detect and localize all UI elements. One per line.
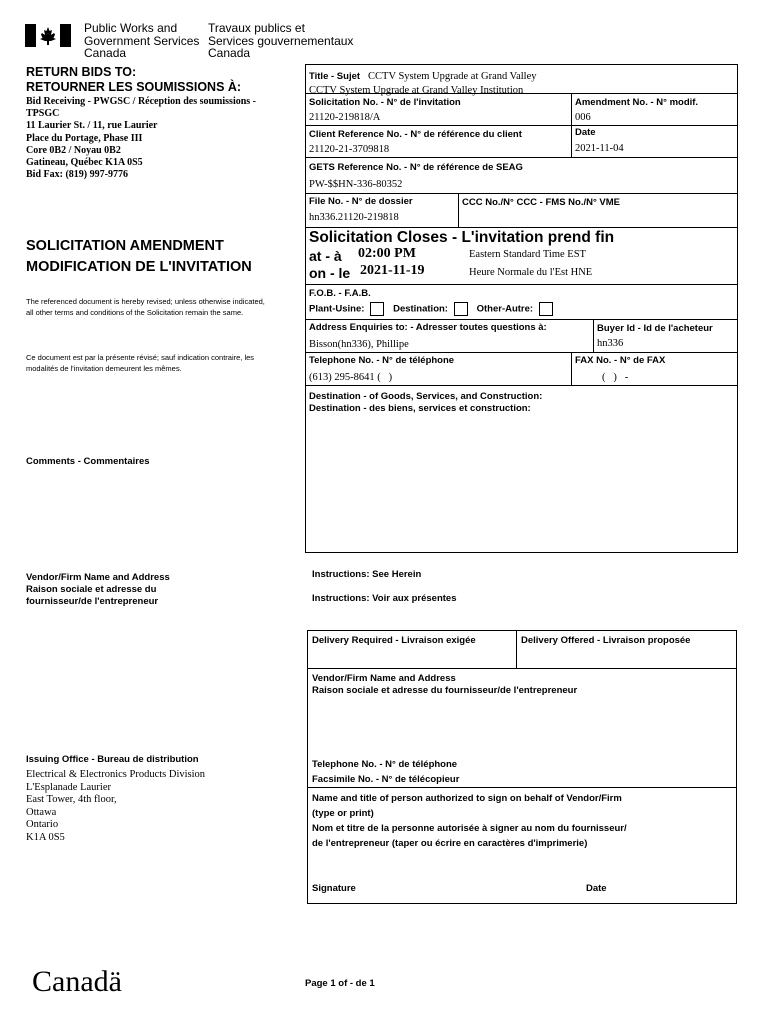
date-label: Date bbox=[575, 127, 596, 138]
delivery-divider bbox=[516, 630, 517, 668]
destination-label: Destination: bbox=[393, 303, 448, 315]
form-divider bbox=[305, 157, 738, 158]
delivery-tel-label: Telephone No. - N° de téléphone bbox=[312, 759, 458, 770]
form-divider bbox=[305, 284, 738, 285]
issuing-office-label: Issuing Office - Bureau de distribution bbox=[26, 754, 199, 765]
signature-date-label: Date bbox=[586, 883, 607, 894]
ccc-label: CCC No./N° CCC - FMS No./N° VME bbox=[462, 197, 621, 208]
file-label: File No. - N° de dossier bbox=[309, 196, 413, 207]
form-divider bbox=[571, 93, 572, 157]
instructions-en: Instructions: See Herein bbox=[312, 569, 422, 580]
fax-value: ( ) - bbox=[602, 372, 629, 383]
fax-label: FAX No. - N° de FAX bbox=[575, 355, 666, 366]
form-divider bbox=[305, 352, 738, 353]
client-ref-value: 21120-21-3709818 bbox=[309, 144, 390, 155]
comments-label: Comments - Commentaires bbox=[26, 456, 150, 467]
fob-label: F.O.B. - F.A.B. bbox=[309, 288, 371, 299]
canada-flag-symbol bbox=[25, 24, 71, 47]
issuing-office-address: Electrical & Electronics Products Division L'Esplanade Laurier East Tower, 4th floor, Ottawa Ontario K1A 0S5 bbox=[26, 769, 206, 843]
amendment-note-en: The referenced document is hereby revised; unless otherwise indicated, all other terms and conditions of the Solicitation remain the same. bbox=[26, 297, 265, 317]
amendment-no-value: 006 bbox=[575, 112, 591, 123]
plant-checkbox[interactable] bbox=[370, 302, 384, 316]
closes-label: Solicitation Closes - L'invitation prend fin bbox=[309, 229, 615, 246]
form-divider bbox=[305, 319, 738, 320]
return-bids-title: RETURN BIDS TO: RETOURNER LES SOUMISSIONS À: bbox=[26, 65, 242, 94]
form-divider bbox=[593, 319, 594, 352]
gets-label: GETS Reference No. - N° de référence de SEAG bbox=[309, 162, 523, 173]
form-divider bbox=[305, 385, 738, 386]
department-name-en: Public Works and Government Services Canada bbox=[84, 21, 200, 60]
amendment-note-fr: Ce document est par la présente révisé; sauf indication contraire, les modalités de l'invitation demeurent les mêmes. bbox=[26, 353, 255, 373]
address-enquiries-value: Bisson(hn336), Phillipe bbox=[309, 339, 409, 350]
page-number: Page 1 of - de 1 bbox=[305, 978, 375, 989]
timezone-fr: Heure Normale du l'Est HNE bbox=[469, 267, 593, 278]
file-value: hn336.21120-219818 bbox=[309, 212, 399, 223]
title-field bbox=[309, 66, 734, 97]
phone-label: Telephone No. - N° de téléphone bbox=[309, 355, 455, 366]
canada-wordmark: Canadä bbox=[32, 965, 122, 998]
address-enquiries-label: Address Enquiries to: - Adresser toutes questions à: bbox=[309, 322, 547, 333]
delivery-fax-label: Facsimile No. - N° de télécopieur bbox=[312, 774, 460, 785]
gets-value: PW-$$HN-336-80352 bbox=[309, 179, 403, 190]
authorized-person-label: Name and title of person authorized to sign on behalf of Vendor/Firm (type or print) Nom et titre de la personne autorisée à signer au nom du fournisseur/ de l'entrepreneur (taper ou écrire en caractères d'imprimerie) bbox=[312, 793, 627, 849]
on-label: on - le bbox=[309, 265, 351, 281]
instructions-fr: Instructions: Voir aux présentes bbox=[312, 593, 457, 604]
client-ref-label: Client Reference No. - N° de référence du client bbox=[309, 129, 522, 140]
other-checkbox[interactable] bbox=[539, 302, 553, 316]
delivery-divider bbox=[307, 787, 737, 788]
form-divider bbox=[458, 193, 459, 227]
fob-options bbox=[309, 302, 559, 316]
department-name-fr: Travaux publics et Services gouvernementaux Canada bbox=[208, 21, 354, 60]
amendment-title: SOLICITATION AMENDMENT MODIFICATION DE L'INVITATION bbox=[26, 238, 252, 275]
form-divider bbox=[305, 227, 738, 228]
title-label: Title - Sujet bbox=[309, 71, 361, 82]
delivery-divider bbox=[307, 668, 737, 669]
signature-label: Signature bbox=[312, 883, 356, 894]
amendment-no-label: Amendment No. - N° modif. bbox=[575, 97, 699, 108]
buyer-label: Buyer Id - Id de l'acheteur bbox=[597, 323, 713, 334]
buyer-value: hn336 bbox=[597, 338, 624, 349]
title-value: CCTV System Upgrade at Grand Valley bbox=[368, 71, 537, 82]
solicitation-label: Solicitation No. - N° de l'invitation bbox=[309, 97, 461, 108]
at-label: at - à bbox=[309, 248, 342, 264]
date-value: 2021-11-04 bbox=[575, 143, 624, 154]
form-divider bbox=[305, 193, 738, 194]
time-value: 02:00 PM bbox=[358, 246, 416, 261]
delivery-offered-label: Delivery Offered - Livraison proposée bbox=[521, 635, 691, 646]
destination-goods-label: Destination - of Goods, Services, and Construction: Destination - des biens, services et construction: bbox=[309, 391, 543, 414]
closing-date-value: 2021-11-19 bbox=[360, 263, 425, 278]
title-value-full: CCTV System Upgrade at Grand Valley Institution bbox=[309, 85, 524, 96]
vendor-left-label: Vendor/Firm Name and Address Raison sociale et adresse du fournisseur/de l'entrepreneur bbox=[26, 572, 170, 607]
phone-value: (613) 295-8641 ( ) bbox=[309, 372, 393, 383]
timezone-en: Eastern Standard Time EST bbox=[469, 249, 586, 260]
solicitation-value: 21120-219818/A bbox=[309, 112, 381, 123]
form-divider bbox=[305, 125, 738, 126]
destination-checkbox[interactable] bbox=[454, 302, 468, 316]
delivery-required-label: Delivery Required - Livraison exigée bbox=[312, 635, 476, 646]
return-bids-address: Bid Receiving - PWGSC / Réception des soumissions - TPSGC 11 Laurier St. / 11, rue Laurier Place du Portage, Phase III Core 0B2 / Noyau 0B2 Gatineau, Québec K1A 0S5 Bid Fax: (819) 997-9776 bbox=[26, 96, 257, 181]
other-label: Other-Autre: bbox=[476, 303, 534, 315]
form-divider bbox=[571, 352, 572, 385]
delivery-vendor-label: Vendor/Firm Name and Address Raison sociale et adresse du fournisseur/de l'entrepreneur bbox=[312, 673, 578, 696]
plant-label: Plant-Usine: bbox=[309, 303, 365, 315]
